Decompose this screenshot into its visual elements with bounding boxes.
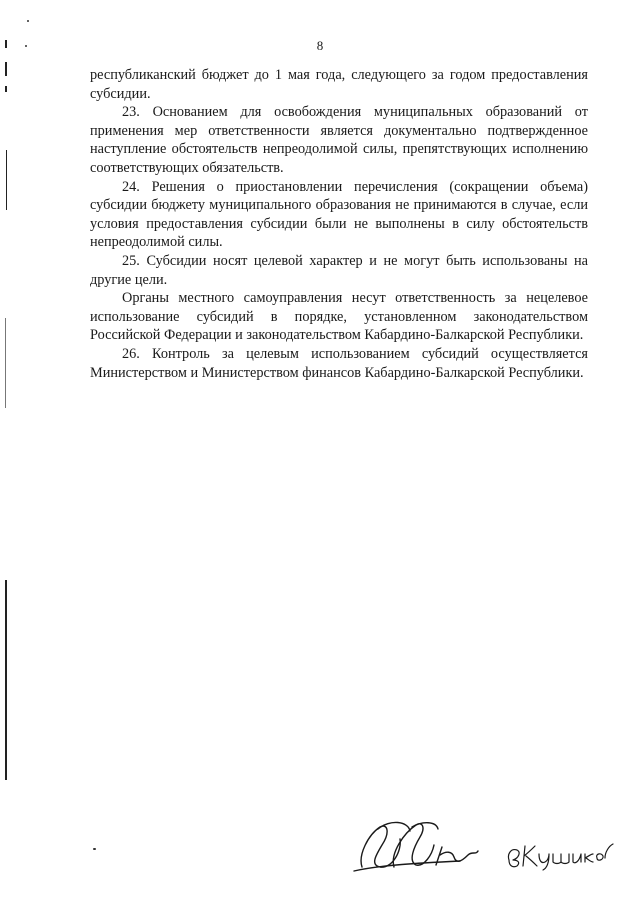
paragraph-continued: республиканский бюджет до 1 мая года, следующего за годом предоставления субсидии. — [90, 67, 588, 102]
initials-handwriting — [505, 832, 615, 872]
document-body — [90, 66, 588, 382]
paragraph-23: 23. Основанием для освобождения муниципальных образований от применения мер ответственности является документально подтвержденное наступление обстоятельств непреодолимой силы, препятствующих исполнению соответствующих обязательств. — [90, 104, 588, 176]
paragraph-24: 24. Решения о приостановлении перечисления (сокращении объема) субсидии бюджету муниципального образования не принимаются в случае, если условия предоставления субсидии были не выполнены в силу обстоятельств непреодолимой силы. — [90, 178, 588, 251]
signature-mark — [350, 815, 490, 877]
paragraph-responsibility: Органы местного самоуправления несут ответственность за нецелевое использование субсидий в порядке, установленном законодательством Российской Федерации и законодательством Кабардино-Балкарской Республики. — [90, 290, 588, 344]
page-number: 8 — [316, 38, 324, 53]
paragraph-26: 26. Контроль за целевым использованием субсидий осуществляется Министерством и Министерством финансов Кабардино-Балкарской Республики. — [90, 345, 588, 381]
paragraph-25: 25. Субсидии носят целевой характер и не могут быть использованы на другие цели. — [90, 252, 588, 288]
